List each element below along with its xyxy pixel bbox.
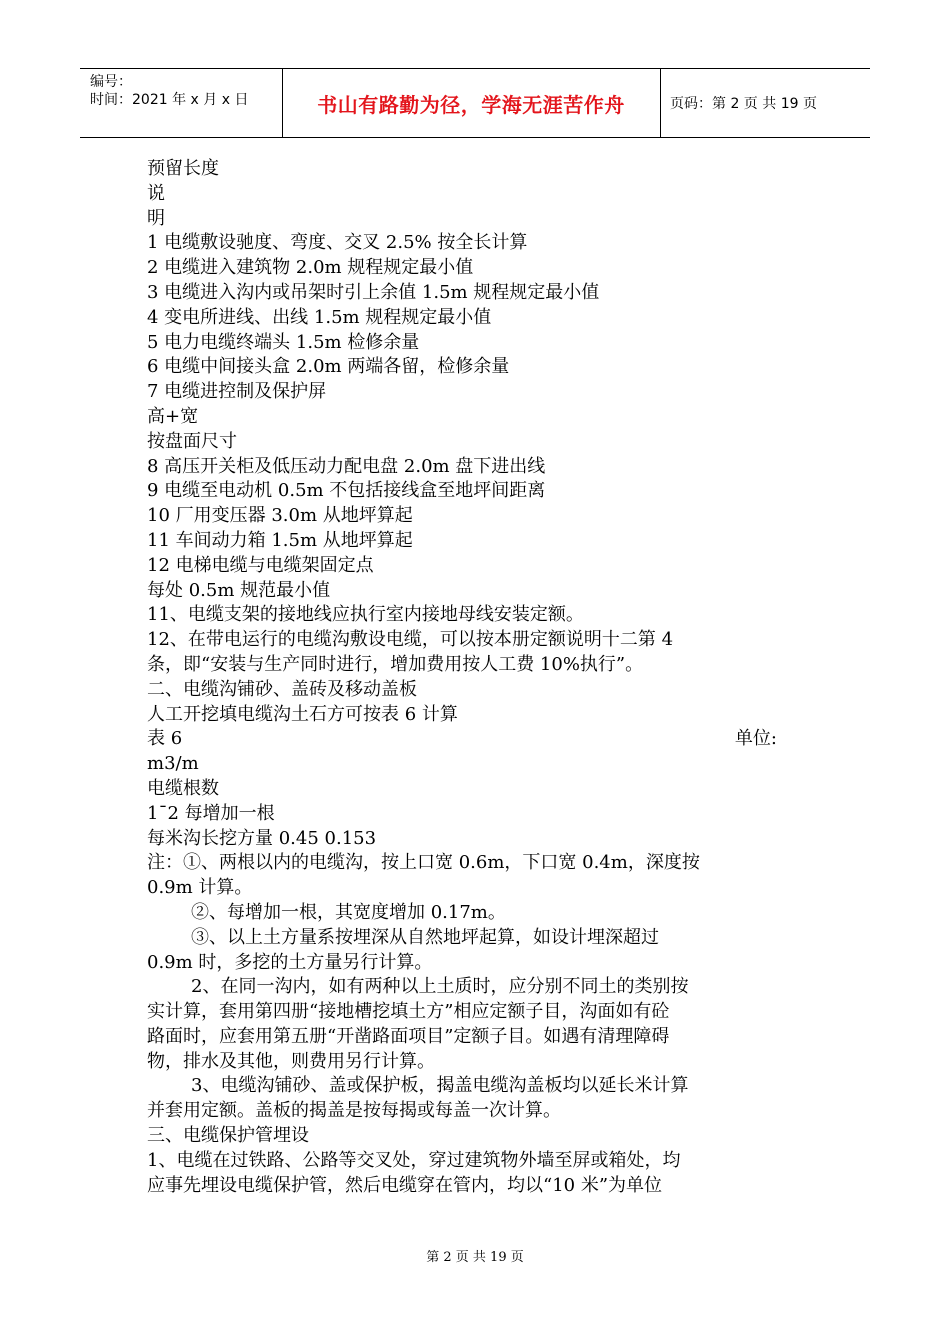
paragraph-line: 2、在同一沟内，如有两种以上土质时，应分别不同土的类别按 [191, 976, 689, 998]
table-caption-row [147, 727, 777, 752]
body-line: 每处 0.5m 规范最小值 [147, 579, 331, 601]
header-meta [90, 73, 248, 109]
note-line: ③、以上土方量系按埋深从自然地坪起算，如设计埋深超过 [191, 926, 659, 948]
body-line: 12、在带电运行的电缆沟敷设电缆，可以按本册定额说明十二第 4 [147, 629, 674, 651]
body-line: 9 电缆至电动机 0.5m 不包括接线盒至地坪间距离 [147, 480, 546, 502]
note-line: ②、每增加一根，其宽度增加 0.17m。 [191, 901, 506, 923]
body-line: 7 电缆进控制及保护屏 [147, 381, 327, 403]
paragraph-line: 应事先埋设电缆保护管，然后电缆穿在管内，均以“10 米”为单位 [147, 1174, 663, 1196]
body-line: 每米沟长挖方量 0.45 0.153 [147, 827, 377, 849]
body-line: 4 变电所进线、出线 1.5m 规程规定最小值 [147, 306, 492, 328]
paragraph-line: 并套用定额。盖板的揭盖是按每揭或每盖一次计算。 [147, 1100, 561, 1122]
document-date: 时间：2021 年 x 月 x 日 [90, 92, 249, 108]
table-label: 表 6 [147, 728, 183, 750]
body-line: 电缆根数 [147, 777, 219, 799]
document-body [147, 157, 787, 1198]
body-line: 1 电缆敷设驰度、弯度、交叉 2.5% 按全长计算 [147, 232, 528, 254]
paragraph-line: 3、电缆沟铺砂、盖或保护板，揭盖电缆沟盖板均以延长米计算 [191, 1075, 689, 1097]
body-line: 8 高压开关柜及低压动力配电盘 2.0m 盘下进出线 [147, 455, 546, 477]
body-line: 明 [147, 207, 165, 229]
body-line: 11 车间动力箱 1.5m 从地坪算起 [147, 529, 413, 551]
body-line: 3 电缆进入沟内或吊架时引上余值 1.5m 规程规定最小值 [147, 281, 600, 303]
body-line: 10 厂用变压器 3.0m 从地坪算起 [147, 505, 413, 527]
body-line: 5 电力电缆终端头 1.5m 检修余量 [147, 331, 420, 353]
document-number: 编号： [90, 74, 132, 90]
body-line: 高+宽 [147, 405, 199, 427]
body-line: 6 电缆中间接头盒 2.0m 两端各留，检修余量 [147, 356, 510, 378]
header-motto: 书山有路勤为径，学海无涯苦作舟 [317, 92, 625, 117]
body-line: 说 [147, 182, 165, 204]
body-line: 条，即“安装与生产同时进行，增加费用按人工费 10%执行”。 [147, 653, 644, 675]
note-line: 0.9m 时，多挖的土方量另行计算。 [147, 951, 433, 973]
paragraph-line: 实计算，套用第四册“接地槽挖填土方”相应定额子目，沟面如有砼 [147, 1001, 670, 1023]
page-footer: 第 2 页 共 19 页 [426, 1250, 524, 1265]
header-page-info: 页码：第 2 页 共 19 页 [670, 96, 817, 112]
body-line: 11、电缆支架的接地线应执行室内接地母线安装定额。 [147, 604, 584, 626]
unit-label: 单位: [734, 728, 777, 750]
section-heading: 二、电缆沟铺砂、盖砖及移动盖板 [147, 678, 417, 700]
body-line: 按盘面尺寸 [147, 430, 237, 452]
body-line: 人工开挖填电缆沟土石方可按表 6 计算 [147, 703, 458, 725]
page-header [80, 68, 870, 138]
header-divider [660, 69, 661, 137]
body-line: 1¯2 每增加一根 [147, 802, 275, 824]
paragraph-line: 物，排水及其他，则费用另行计算。 [147, 1050, 435, 1072]
paragraph-line: 路面时，应套用第五册“开凿路面项目”定额子目。如遇有清理障碍 [147, 1025, 670, 1047]
paragraph-line: 1、电缆在过铁路、公路等交叉处，穿过建筑物外墙至屏或箱处，均 [147, 1149, 681, 1171]
note-line: 注：①、两根以内的电缆沟，按上口宽 0.6m，下口宽 0.4m，深度按 [147, 852, 700, 874]
body-line: 12 电梯电缆与电缆架固定点 [147, 554, 374, 576]
body-line: 预留长度 [147, 158, 219, 179]
body-line: m3/m [147, 753, 199, 775]
note-line: 0.9m 计算。 [147, 877, 253, 899]
section-heading: 三、电缆保护管埋设 [147, 1125, 309, 1147]
body-line: 2 电缆进入建筑物 2.0m 规程规定最小值 [147, 257, 474, 279]
